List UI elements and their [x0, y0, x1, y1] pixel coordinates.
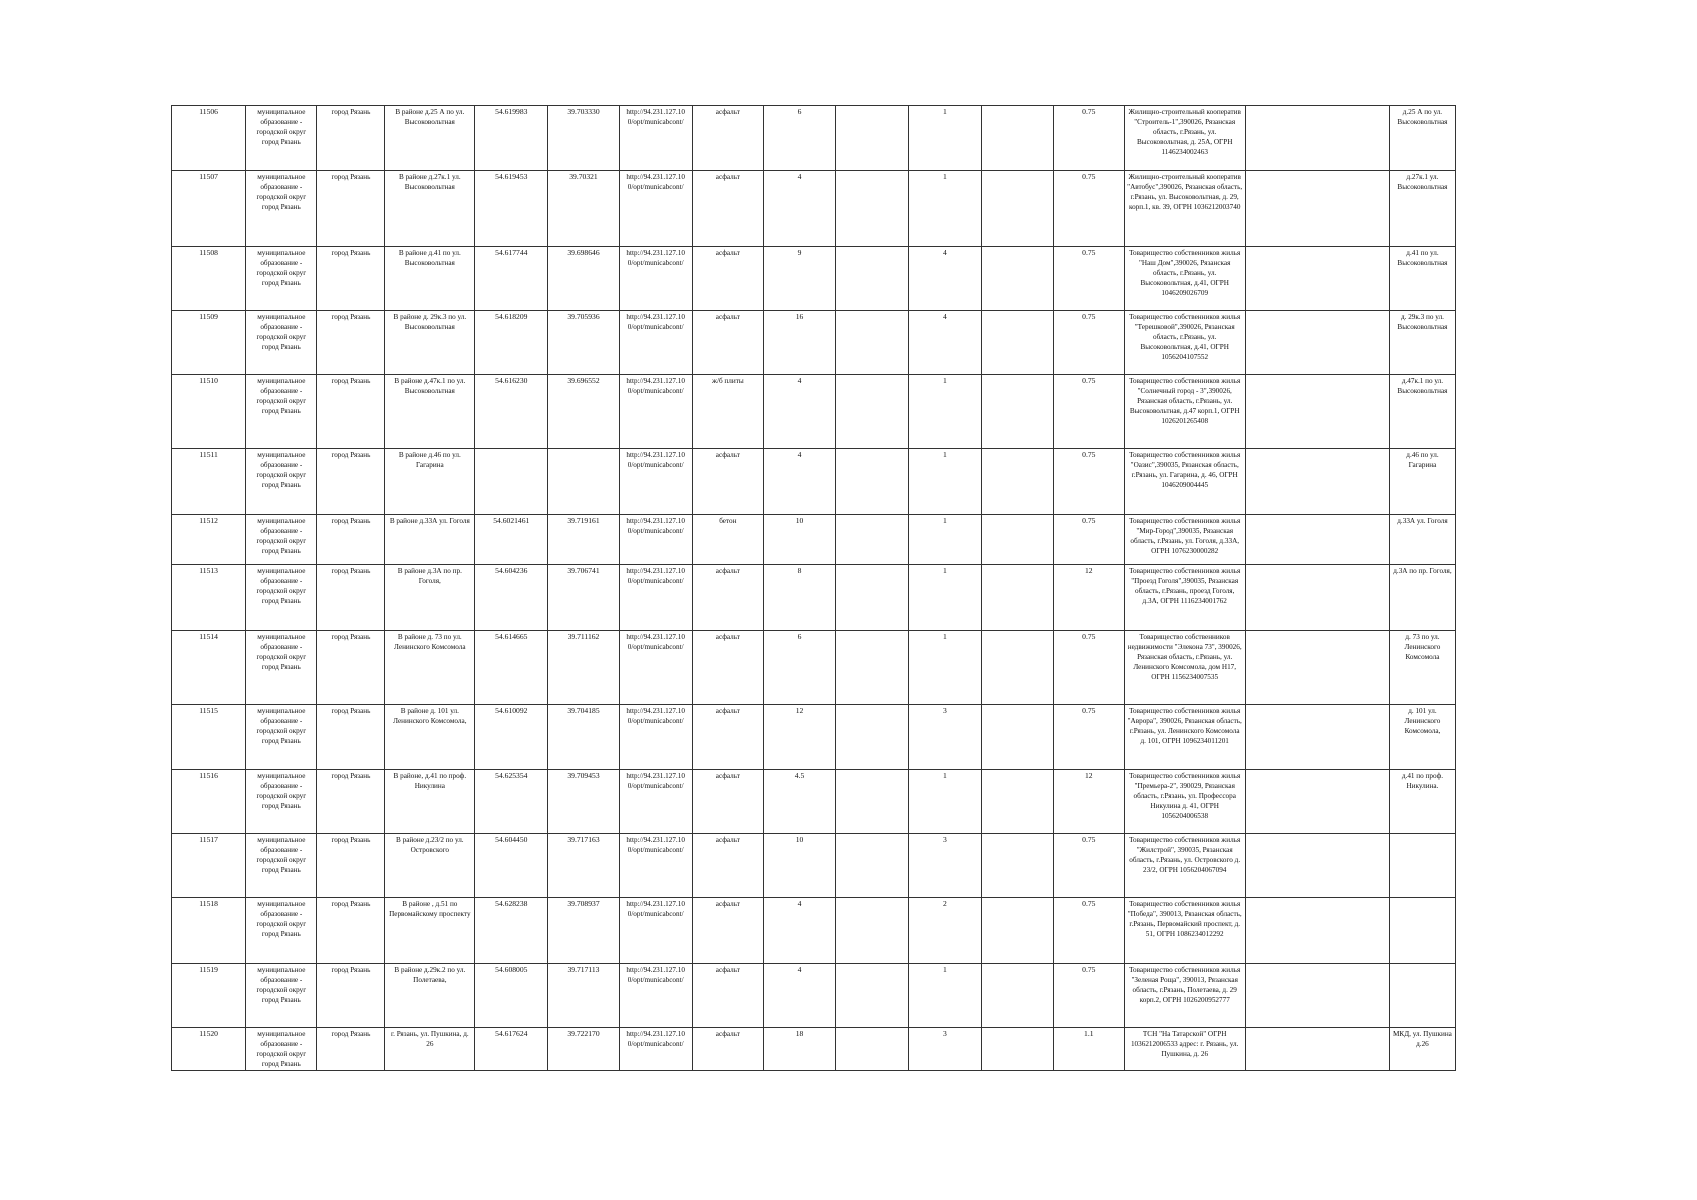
cell-url: http://94.231.127.10 0/opt/municabcont/ [619, 565, 692, 631]
cell-container-volume: 12 [1053, 770, 1124, 834]
cell-latitude: 54.617744 [475, 247, 548, 311]
cell-container-volume: 0.75 [1053, 834, 1124, 898]
cell-municipality: муниципальное образование - городской округ город Рязань [246, 631, 317, 705]
cell-empty [836, 311, 909, 375]
cell-municipality: муниципальное образование - городской округ город Рязань [246, 770, 317, 834]
cell-container-count: 1 [909, 770, 981, 834]
cell-container-volume: 0.75 [1053, 631, 1124, 705]
cell-surface: асфальт [692, 964, 763, 1028]
cell-url: http://94.231.127.10 0/opt/municabcont/ [619, 631, 692, 705]
cell-surface: асфальт [692, 311, 763, 375]
cell-container-volume: 0.75 [1053, 898, 1124, 964]
cell-latitude: 54.6021461 [475, 515, 548, 565]
cell-url: http://94.231.127.10 0/opt/municabcont/ [619, 247, 692, 311]
cell-longitude [548, 449, 619, 515]
cell-waste-source: д.27к.1 ул. Высоковольтная [1389, 171, 1455, 247]
cell-location: В районе д.25 А по ул. Высоковольтная [385, 106, 475, 171]
cell-id: 11517 [172, 834, 246, 898]
cell-municipality: муниципальное образование - городской округ город Рязань [246, 375, 317, 449]
cell-container-volume: 0.75 [1053, 705, 1124, 770]
table-body [172, 106, 1456, 1071]
cell-empty [981, 898, 1053, 964]
cell-container-volume: 0.75 [1053, 375, 1124, 449]
cell-url: http://94.231.127.10 0/opt/municabcont/ [619, 171, 692, 247]
cell-city: город Рязань [317, 171, 385, 247]
cell-area: 6 [763, 631, 835, 705]
cell-city: город Рязань [317, 311, 385, 375]
cell-empty [981, 515, 1053, 565]
cell-container-count: 1 [909, 106, 981, 171]
cell-waste-source [1389, 964, 1455, 1028]
cell-url: http://94.231.127.10 0/opt/municabcont/ [619, 515, 692, 565]
cell-municipality: муниципальное образование - городской округ город Рязань [246, 964, 317, 1028]
cell-id: 11516 [172, 770, 246, 834]
cell-empty [981, 171, 1053, 247]
cell-latitude: 54.628238 [475, 898, 548, 964]
cell-empty [1245, 898, 1389, 964]
cell-latitude: 54.616230 [475, 375, 548, 449]
cell-waste-source: д. 101 ул. Ленинского Комсомола, [1389, 705, 1455, 770]
cell-area: 4 [763, 898, 835, 964]
cell-url: http://94.231.127.10 0/opt/municabcont/ [619, 705, 692, 770]
cell-empty [981, 770, 1053, 834]
cell-id: 11506 [172, 106, 246, 171]
cell-latitude [475, 449, 548, 515]
cell-location: В районе д.41 по ул. Высоковольтная [385, 247, 475, 311]
cell-empty [1245, 964, 1389, 1028]
cell-id: 11518 [172, 898, 246, 964]
cell-url: http://94.231.127.10 0/opt/municabcont/ [619, 1028, 692, 1071]
cell-empty [836, 247, 909, 311]
table-row [172, 770, 1456, 834]
cell-empty [836, 631, 909, 705]
cell-empty [981, 375, 1053, 449]
cell-empty [1245, 171, 1389, 247]
cell-empty [1245, 631, 1389, 705]
cell-longitude: 39.703330 [548, 106, 619, 171]
cell-container-count: 1 [909, 565, 981, 631]
cell-municipality: муниципальное образование - городской округ город Рязань [246, 1028, 317, 1071]
cell-municipality: муниципальное образование - городской округ город Рязань [246, 515, 317, 565]
table-row [172, 449, 1456, 515]
table-row [172, 898, 1456, 964]
cell-owner: Товарищество собственников жилья "Премьера-2", 390029, Рязанская область, г.Рязань, ул. Профессора Никулина д. 41, ОГРН 1056204006538 [1124, 770, 1245, 834]
cell-empty [1245, 449, 1389, 515]
cell-container-count: 1 [909, 631, 981, 705]
cell-empty [836, 449, 909, 515]
cell-owner: Жилищно-строительный кооператив "Строитель-1",390026, Рязанская область, г.Рязань, ул. Высоковольтная, д. 25А, ОГРН 1146234002463 [1124, 106, 1245, 171]
cell-owner: Товарищество собственников жилья "Оазис",390035, Рязанская область, г.Рязань, ул. Гагарина, д. 46, ОГРН 1046209004445 [1124, 449, 1245, 515]
cell-area: 10 [763, 834, 835, 898]
table-row [172, 106, 1456, 171]
cell-longitude: 39.708937 [548, 898, 619, 964]
cell-latitude: 54.625354 [475, 770, 548, 834]
cell-empty [981, 705, 1053, 770]
table-row [172, 964, 1456, 1028]
cell-container-count: 1 [909, 964, 981, 1028]
cell-empty [836, 1028, 909, 1071]
cell-container-volume: 0.75 [1053, 311, 1124, 375]
cell-container-volume: 0.75 [1053, 247, 1124, 311]
cell-empty [1245, 106, 1389, 171]
cell-empty [1245, 770, 1389, 834]
cell-empty [1245, 375, 1389, 449]
cell-municipality: муниципальное образование - городской округ город Рязань [246, 898, 317, 964]
cell-owner: Товарищество собственников жилья "Наш Дом",390026, Рязанская область, г.Рязань, ул. Высоковольтная, д.41, ОГРН 1046209026709 [1124, 247, 1245, 311]
cell-longitude: 39.719161 [548, 515, 619, 565]
cell-empty [981, 449, 1053, 515]
cell-empty [981, 247, 1053, 311]
cell-longitude: 39.705936 [548, 311, 619, 375]
cell-area: 8 [763, 565, 835, 631]
cell-empty [836, 375, 909, 449]
cell-owner: Товарищество собственников жилья "Жилстрой", 390035, Рязанская область, г.Рязань, ул. Островского д. 23/2, ОГРН 1056204067094 [1124, 834, 1245, 898]
cell-id: 11515 [172, 705, 246, 770]
cell-municipality: муниципальное образование - городской округ город Рязань [246, 449, 317, 515]
cell-surface: асфальт [692, 705, 763, 770]
cell-municipality: муниципальное образование - городской округ город Рязань [246, 171, 317, 247]
cell-area: 4.5 [763, 770, 835, 834]
cell-empty [1245, 311, 1389, 375]
cell-city: город Рязань [317, 964, 385, 1028]
cell-municipality: муниципальное образование - городской округ город Рязань [246, 311, 317, 375]
cell-empty [836, 705, 909, 770]
cell-longitude: 39.704185 [548, 705, 619, 770]
waste-sites-table [171, 105, 1456, 1071]
cell-id: 11507 [172, 171, 246, 247]
cell-container-count: 3 [909, 834, 981, 898]
cell-container-count: 2 [909, 898, 981, 964]
cell-empty [981, 964, 1053, 1028]
cell-location: В районе д.46 по ул. Гагарина [385, 449, 475, 515]
cell-container-volume: 0.75 [1053, 515, 1124, 565]
cell-empty [1245, 247, 1389, 311]
cell-latitude: 54.610092 [475, 705, 548, 770]
cell-container-count: 1 [909, 449, 981, 515]
cell-id: 11513 [172, 565, 246, 631]
cell-container-volume: 0.75 [1053, 106, 1124, 171]
cell-longitude: 39.70321 [548, 171, 619, 247]
cell-longitude: 39.696552 [548, 375, 619, 449]
cell-surface: асфальт [692, 171, 763, 247]
cell-empty [1245, 834, 1389, 898]
cell-id: 11512 [172, 515, 246, 565]
cell-owner: Товарищество собственников недвижимости "Элекона 73", 390026, Рязанская область, г.Рязань, ул. Ленинского Комсомола, дом Н17, ОГРН 1156234007535 [1124, 631, 1245, 705]
cell-owner: Жилищно-строительный кооператив "Автобус",390026, Рязанская область, г.Рязань, ул. Высоковольтная, д. 29, корп.1, кв. 39, ОГРН 1036212003740 [1124, 171, 1245, 247]
cell-id: 11519 [172, 964, 246, 1028]
cell-empty [836, 515, 909, 565]
cell-url: http://94.231.127.10 0/opt/municabcont/ [619, 964, 692, 1028]
cell-empty [981, 311, 1053, 375]
cell-url: http://94.231.127.10 0/opt/municabcont/ [619, 311, 692, 375]
cell-location: В районе, д.41 по проф. Никулина [385, 770, 475, 834]
cell-empty [1245, 565, 1389, 631]
cell-city: город Рязань [317, 1028, 385, 1071]
cell-latitude: 54.617624 [475, 1028, 548, 1071]
cell-location: В районе д. 73 по ул. Ленинского Комсомола [385, 631, 475, 705]
cell-longitude: 39.709453 [548, 770, 619, 834]
table-row [172, 631, 1456, 705]
cell-waste-source: д.25 А по ул. Высоковольтная [1389, 106, 1455, 171]
cell-empty [981, 106, 1053, 171]
table-row [172, 311, 1456, 375]
cell-container-count: 3 [909, 705, 981, 770]
cell-area: 9 [763, 247, 835, 311]
cell-owner: Товарищество собственников жилья "Терешковой",390026, Рязанская область, г.Рязань, ул. Высоковольтная, д.41, ОГРН 1056204107552 [1124, 311, 1245, 375]
cell-area: 4 [763, 449, 835, 515]
cell-waste-source [1389, 898, 1455, 964]
cell-waste-source: МКД, ул. Пушкина д.26 [1389, 1028, 1455, 1071]
cell-city: город Рязань [317, 898, 385, 964]
cell-area: 12 [763, 705, 835, 770]
table-row [172, 247, 1456, 311]
cell-city: город Рязань [317, 515, 385, 565]
cell-url: http://94.231.127.10 0/opt/municabcont/ [619, 770, 692, 834]
cell-waste-source: д.41 по проф. Никулина. [1389, 770, 1455, 834]
cell-container-count: 1 [909, 171, 981, 247]
cell-waste-source: д. 73 по ул. Ленинского Комсомола [1389, 631, 1455, 705]
cell-owner: Товарищество собственников жилья "Зеленая Роща", 390013, Рязанская область, г.Рязань, Полетаева, д. 29 корп.2, ОГРН 1026200952777 [1124, 964, 1245, 1028]
cell-city: город Рязань [317, 770, 385, 834]
cell-location: В районе д.23/2 по ул. Островского [385, 834, 475, 898]
cell-latitude: 54.619453 [475, 171, 548, 247]
cell-owner: ТСН "На Татарской" ОГРН 1036212006533 адрес: г. Рязань, ул. Пушкина, д. 26 [1124, 1028, 1245, 1071]
cell-container-count: 3 [909, 1028, 981, 1071]
cell-waste-source: д.41 по ул. Высоковольтная [1389, 247, 1455, 311]
table-row [172, 375, 1456, 449]
cell-owner: Товарищество собственников жилья "Победа", 390013, Рязанская область, г.Рязань, Первомайский проспект, д. 51, ОГРН 1086234012292 [1124, 898, 1245, 964]
cell-city: город Рязань [317, 375, 385, 449]
cell-latitude: 54.619983 [475, 106, 548, 171]
cell-city: город Рязань [317, 247, 385, 311]
cell-latitude: 54.618209 [475, 311, 548, 375]
cell-location: В районе д. 101 ул. Ленинского Комсомола, [385, 705, 475, 770]
cell-empty [836, 171, 909, 247]
cell-longitude: 39.717163 [548, 834, 619, 898]
cell-location: В районе , д.51 по Первомайскому проспекту [385, 898, 475, 964]
cell-city: город Рязань [317, 631, 385, 705]
cell-id: 11520 [172, 1028, 246, 1071]
cell-surface: асфальт [692, 565, 763, 631]
cell-empty [836, 898, 909, 964]
cell-area: 4 [763, 375, 835, 449]
table-row [172, 171, 1456, 247]
cell-container-volume: 0.75 [1053, 964, 1124, 1028]
cell-surface: ж/б плиты [692, 375, 763, 449]
cell-area: 10 [763, 515, 835, 565]
cell-surface: асфальт [692, 631, 763, 705]
cell-city: город Рязань [317, 106, 385, 171]
cell-location: В районе д.29к.2 по ул. Полетаева, [385, 964, 475, 1028]
cell-owner: Товарищество собственников жилья "Мир-Город",390035, Рязанская область, г.Рязань, ул. Гоголя, д.33А, ОГРН 1076230000282 [1124, 515, 1245, 565]
cell-area: 4 [763, 171, 835, 247]
cell-id: 11508 [172, 247, 246, 311]
cell-id: 11511 [172, 449, 246, 515]
cell-container-count: 4 [909, 247, 981, 311]
cell-empty [836, 964, 909, 1028]
cell-waste-source: д.46 по ул. Гагарина [1389, 449, 1455, 515]
cell-municipality: муниципальное образование - городской округ город Рязань [246, 247, 317, 311]
cell-location: В районе д.47к.1 по ул. Высоковольтная [385, 375, 475, 449]
cell-location: г. Рязань, ул. Пушкина, д. 26 [385, 1028, 475, 1071]
cell-city: город Рязань [317, 705, 385, 770]
cell-longitude: 39.706741 [548, 565, 619, 631]
table-row [172, 1028, 1456, 1071]
cell-area: 16 [763, 311, 835, 375]
cell-empty [836, 565, 909, 631]
cell-url: http://94.231.127.10 0/opt/municabcont/ [619, 834, 692, 898]
cell-latitude: 54.608005 [475, 964, 548, 1028]
cell-surface: асфальт [692, 1028, 763, 1071]
cell-owner: Товарищество собственников жилья "Проезд Гоголя",390035, Рязанская область, г.Рязань, проезд Гоголя, д.3А, ОГРН 1116234001762 [1124, 565, 1245, 631]
cell-container-volume: 0.75 [1053, 171, 1124, 247]
cell-location: В районе д.27к.1 ул. Высоковольтная [385, 171, 475, 247]
cell-longitude: 39.722170 [548, 1028, 619, 1071]
cell-location: В районе д.3А по пр. Гоголя, [385, 565, 475, 631]
cell-waste-source: д.47к.1 по ул. Высоковольтная [1389, 375, 1455, 449]
cell-url: http://94.231.127.10 0/opt/municabcont/ [619, 898, 692, 964]
cell-city: город Рязань [317, 834, 385, 898]
table-row [172, 834, 1456, 898]
cell-city: город Рязань [317, 449, 385, 515]
cell-surface: асфальт [692, 106, 763, 171]
cell-waste-source: д.33А ул. Гоголя [1389, 515, 1455, 565]
table-row [172, 565, 1456, 631]
cell-id: 11510 [172, 375, 246, 449]
cell-municipality: муниципальное образование - городской округ город Рязань [246, 106, 317, 171]
table-row [172, 515, 1456, 565]
cell-waste-source [1389, 834, 1455, 898]
cell-empty [1245, 1028, 1389, 1071]
cell-area: 18 [763, 1028, 835, 1071]
table-row [172, 705, 1456, 770]
cell-empty [981, 834, 1053, 898]
cell-location: В районе д. 29к.3 по ул. Высоковольтная [385, 311, 475, 375]
cell-url: http://94.231.127.10 0/opt/municabcont/ [619, 449, 692, 515]
cell-owner: Товарищество собственников жилья "Солнечный город - 3",390026, Рязанская область, г.Рязань, ул. Высоковольтная, д.47 корп.1, ОГРН 1026201265408 [1124, 375, 1245, 449]
cell-area: 4 [763, 964, 835, 1028]
cell-area: 6 [763, 106, 835, 171]
cell-longitude: 39.717113 [548, 964, 619, 1028]
cell-latitude: 54.604450 [475, 834, 548, 898]
cell-city: город Рязань [317, 565, 385, 631]
cell-container-count: 4 [909, 311, 981, 375]
cell-empty [836, 834, 909, 898]
cell-surface: асфальт [692, 834, 763, 898]
cell-surface: бетон [692, 515, 763, 565]
cell-empty [836, 770, 909, 834]
cell-municipality: муниципальное образование - городской округ город Рязань [246, 565, 317, 631]
cell-container-count: 1 [909, 515, 981, 565]
cell-empty [1245, 705, 1389, 770]
cell-empty [981, 631, 1053, 705]
cell-url: http://94.231.127.10 0/opt/municabcont/ [619, 106, 692, 171]
cell-container-volume: 1.1 [1053, 1028, 1124, 1071]
cell-latitude: 54.614665 [475, 631, 548, 705]
cell-waste-source: д.3А по пр. Гоголя, [1389, 565, 1455, 631]
cell-container-volume: 12 [1053, 565, 1124, 631]
cell-id: 11509 [172, 311, 246, 375]
cell-surface: асфальт [692, 449, 763, 515]
cell-surface: асфальт [692, 898, 763, 964]
cell-empty [981, 565, 1053, 631]
cell-municipality: муниципальное образование - городской округ город Рязань [246, 834, 317, 898]
cell-container-volume: 0.75 [1053, 449, 1124, 515]
cell-container-count: 1 [909, 375, 981, 449]
cell-surface: асфальт [692, 247, 763, 311]
cell-empty [836, 106, 909, 171]
cell-id: 11514 [172, 631, 246, 705]
cell-waste-source: д. 29к.3 по ул. Высоковольтная [1389, 311, 1455, 375]
cell-longitude: 39.711162 [548, 631, 619, 705]
cell-empty [981, 1028, 1053, 1071]
cell-url: http://94.231.127.10 0/opt/municabcont/ [619, 375, 692, 449]
cell-municipality: муниципальное образование - городской округ город Рязань [246, 705, 317, 770]
cell-longitude: 39.698646 [548, 247, 619, 311]
cell-latitude: 54.604236 [475, 565, 548, 631]
cell-surface: асфальт [692, 770, 763, 834]
cell-location: В районе д.33А ул. Гоголя [385, 515, 475, 565]
cell-empty [1245, 515, 1389, 565]
cell-owner: Товарищество собственников жилья "Аврора", 390026, Рязанская область, г.Рязань, ул. Ленинского Комсомола д. 101, ОГРН 1096234011201 [1124, 705, 1245, 770]
